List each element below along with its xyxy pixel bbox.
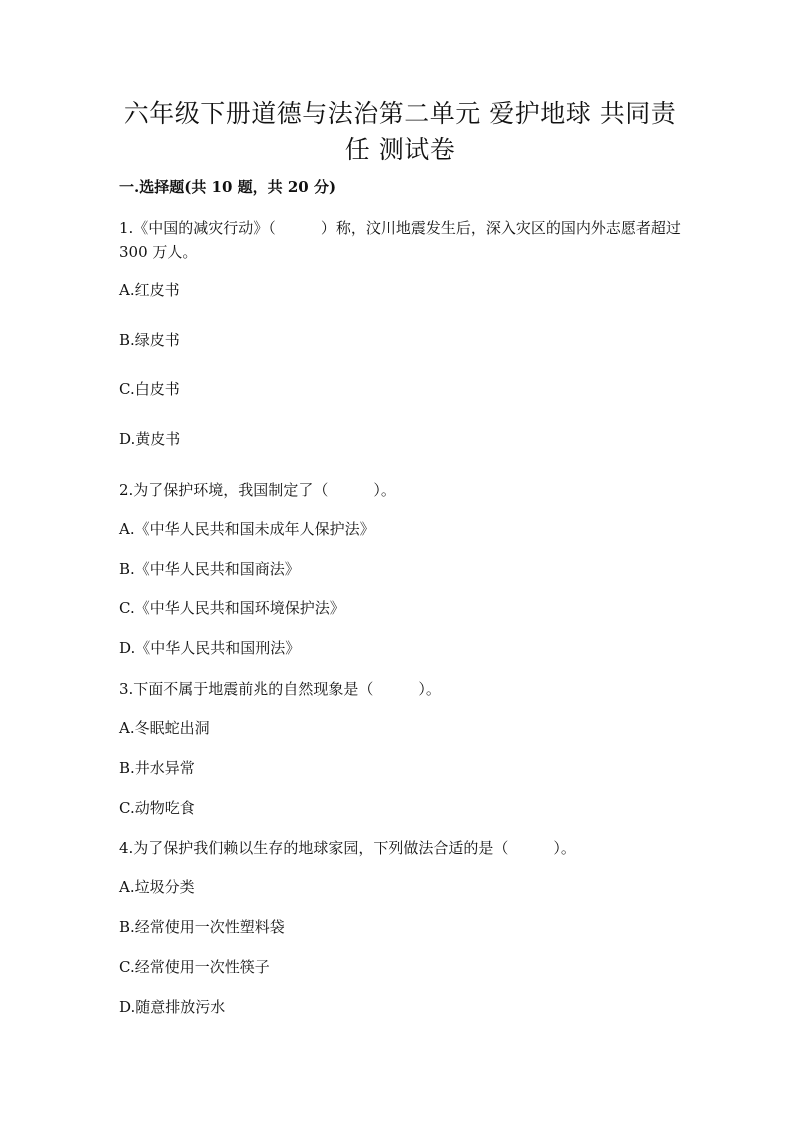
question-3-stem: 3.下面不属于地震前兆的自然现象是（ ）。 bbox=[119, 680, 441, 698]
question-4-option-b: B.经常使用一次性塑料袋 bbox=[119, 918, 285, 936]
question-2-option-a: A.《中华人民共和国未成年人保护法》 bbox=[119, 520, 375, 538]
question-2-option-d: D.《中华人民共和国刑法》 bbox=[119, 639, 301, 657]
question-3-option-c: C.动物吃食 bbox=[119, 799, 195, 817]
question-4-option-a: A.垃圾分类 bbox=[119, 878, 195, 896]
question-1-option-d: D.黄皮书 bbox=[119, 430, 181, 448]
question-4-option-c: C.经常使用一次性筷子 bbox=[119, 958, 270, 976]
question-2-option-c: C.《中华人民共和国环境保护法》 bbox=[119, 599, 345, 617]
title-line-2: 任 测试卷 bbox=[344, 135, 456, 164]
question-3-option-b: B.井水异常 bbox=[119, 759, 195, 777]
title-line-1: 六年级下册道德与法治第二单元 爱护地球 共同责 bbox=[123, 99, 677, 128]
question-2-option-b: B.《中华人民共和国商法》 bbox=[119, 560, 300, 578]
question-1-stem: 1.《中国的减灾行动》（ ）称，汶川地震发生后，深入灾区的国内外志愿者超过 300 万人。 bbox=[119, 219, 681, 261]
question-4-option-d: D.随意排放污水 bbox=[119, 998, 226, 1016]
question-1-option-a: A.红皮书 bbox=[119, 281, 180, 299]
question-1-option-b: B.绿皮书 bbox=[119, 331, 180, 349]
section-header: 一.选择题(共 10 题，共 20 分) bbox=[119, 178, 337, 196]
question-4-stem: 4.为了保护我们赖以生存的地球家园，下列做法合适的是（ ）。 bbox=[119, 839, 576, 857]
page-title bbox=[110, 96, 690, 168]
question-2-stem: 2.为了保护环境，我国制定了（ ）。 bbox=[119, 481, 396, 499]
question-1-option-c: C.白皮书 bbox=[119, 380, 180, 398]
question-3-option-a: A.冬眠蛇出洞 bbox=[119, 719, 210, 737]
